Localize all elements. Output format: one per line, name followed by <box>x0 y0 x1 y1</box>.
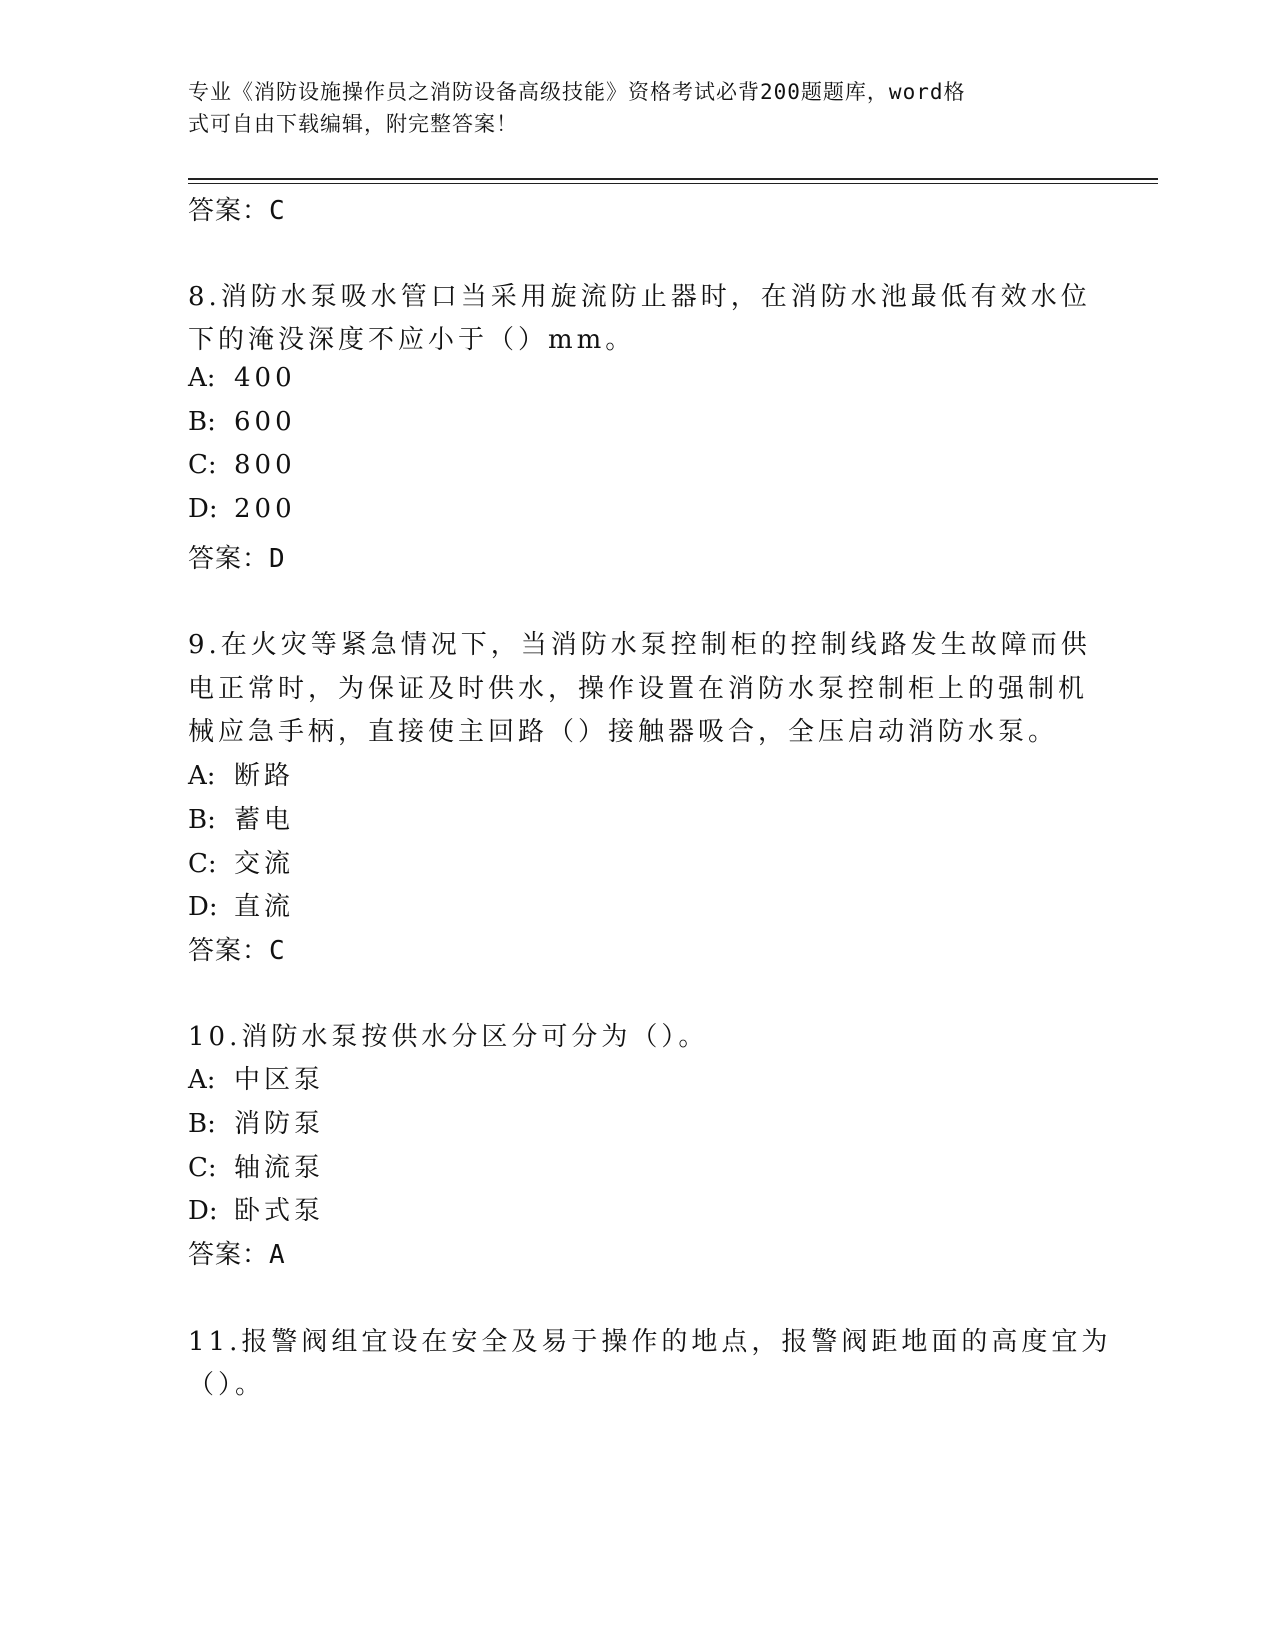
option-text: 800 <box>234 450 296 480</box>
question-8-answer: 答案：D <box>188 544 286 574</box>
option-text: 400 <box>234 363 296 393</box>
question-10-option-c <box>188 1147 324 1184</box>
question-10-option-d <box>188 1190 324 1227</box>
question-9-option-b <box>188 799 294 836</box>
option-label: C: <box>188 849 217 879</box>
option-text: 断路 <box>234 761 295 791</box>
header-line-1: 专业《消防设施操作员之消防设备高级技能》资格考试必背200题题库，word格 <box>188 80 966 104</box>
option-text: 中区泵 <box>234 1065 325 1095</box>
question-8-text-line-2: 下的淹没深度不应小于（）mm。 <box>188 325 636 355</box>
question-10-option-b <box>188 1103 324 1140</box>
question-8-option-c <box>188 450 296 480</box>
option-label: C: <box>188 450 217 480</box>
question-9-option-d <box>188 886 294 923</box>
option-text: 200 <box>234 494 296 524</box>
header-divider-thin <box>188 183 1158 184</box>
option-label: B: <box>188 1109 216 1139</box>
option-label: B: <box>188 407 216 437</box>
option-label: A: <box>188 761 216 791</box>
option-text: 轴流泵 <box>234 1153 325 1183</box>
question-9-answer: 答案：C <box>188 936 286 966</box>
question-9-option-c <box>188 843 294 880</box>
option-text: 交流 <box>234 849 295 879</box>
question-9-text-line-1: 9.在火灾等紧急情况下，当消防水泵控制柜的控制线路发生故障而供 <box>188 630 1091 660</box>
option-label: B: <box>188 805 216 835</box>
previous-answer: 答案：C <box>188 196 286 226</box>
option-text: 消防泵 <box>234 1109 325 1139</box>
header-divider-thick <box>188 178 1158 180</box>
question-9-text-line-3: 械应急手柄，直接使主回路（）接触器吸合，全压启动消防水泵。 <box>188 717 1059 747</box>
question-10-answer: 答案：A <box>188 1240 286 1270</box>
question-11-text-line-1: 11.报警阀组宜设在安全及易于操作的地点，报警阀距地面的高度宜为 <box>188 1327 1112 1357</box>
option-label: D: <box>188 892 218 922</box>
question-10-text-line-1: 10.消防水泵按供水分区分可分为（）。 <box>188 1022 709 1052</box>
option-text: 直流 <box>234 892 295 922</box>
question-10-option-a <box>188 1059 324 1096</box>
option-text: 蓄电 <box>234 805 295 835</box>
option-label: A: <box>188 363 216 393</box>
option-label: A: <box>188 1065 216 1095</box>
option-label: D: <box>188 1196 218 1226</box>
document-header <box>188 76 1068 140</box>
question-8-option-d <box>188 494 296 524</box>
question-11-text-line-2: （）。 <box>188 1370 266 1400</box>
question-8-text-line-1: 8.消防水泵吸水管口当采用旋流防止器时，在消防水池最低有效水位 <box>188 282 1091 312</box>
header-line-2: 式可自由下载编辑，附完整答案！ <box>188 112 518 136</box>
question-8-option-b <box>188 407 296 437</box>
question-9-option-a <box>188 755 294 792</box>
question-8-option-a <box>188 363 296 393</box>
option-text: 卧式泵 <box>234 1196 325 1226</box>
option-label: D: <box>188 494 218 524</box>
option-text: 600 <box>234 407 296 437</box>
option-label: C: <box>188 1153 217 1183</box>
question-9-text-line-2: 电正常时，为保证及时供水，操作设置在消防水泵控制柜上的强制机 <box>188 674 1089 704</box>
